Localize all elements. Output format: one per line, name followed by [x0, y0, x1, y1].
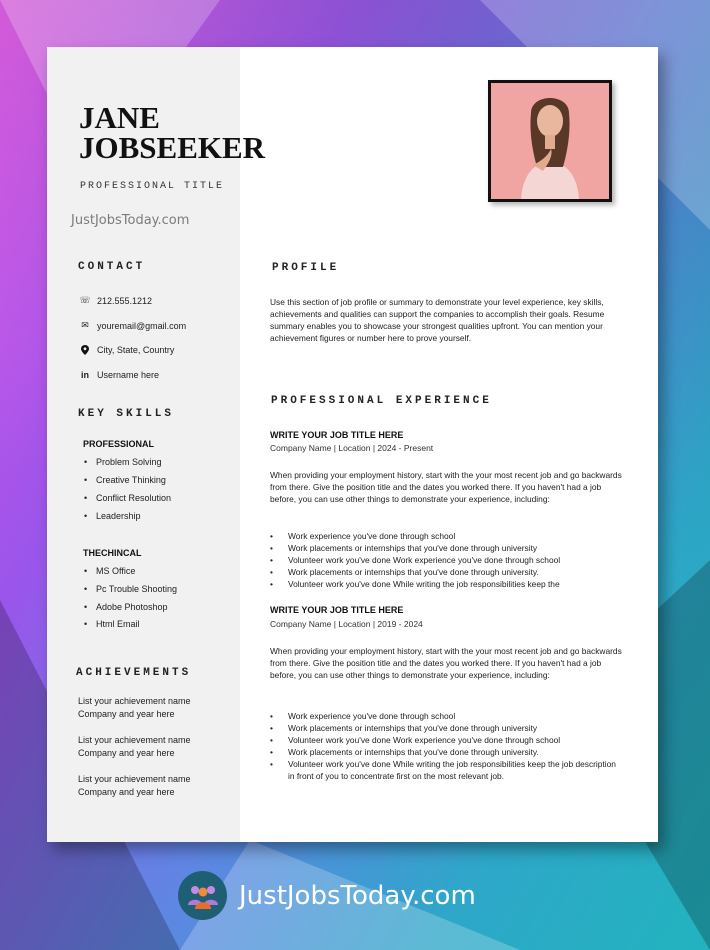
portrait-illustration	[491, 83, 609, 199]
email-text: youremail@gmail.com	[97, 320, 187, 331]
bullet-item: • Work placements or internships that you've done through university.	[270, 747, 539, 757]
achievements-heading: ACHIEVEMENTS	[76, 667, 192, 679]
skill-item: • Leadership	[84, 511, 141, 521]
job-meta: Company Name | Location | 2024 - Present	[270, 443, 434, 453]
achievement-item	[78, 695, 191, 721]
phone-text: 212.555.1212	[97, 295, 153, 306]
bullet-item: • Volunteer work you've done Work experience you've done through school	[270, 555, 561, 565]
location-text: City, State, Country	[97, 345, 175, 355]
job-description: When providing your employment history, start with the your most recent job and go backwards from there. Give the position title and the dates you worked there. If you haven't had a job before, you can use other things to demonstrate your experience, including:	[270, 646, 622, 680]
skill-item: • MS Office	[84, 566, 135, 576]
bullet-item: • Work experience you've done through school	[270, 531, 456, 541]
profile-summary: Use this section of job profile or summary to demonstrate your level experience, key skills, achievements and qualities can support the companies to accomplish their goals. Resume summary enables you to showcase your strongest qualities upfront. You can mention your achievement figures or number here to prove yourself.	[270, 297, 605, 343]
achievement-detail: Company and year here	[78, 787, 175, 797]
bullet-item: • Volunteer work you've done While writing the job responsibilities keep the	[270, 579, 560, 589]
job-bullets	[270, 530, 622, 590]
bullet-item: • Volunteer work you've done While writing the job responsibilities keep the job description in front of you to concentrate first on the most relevant job.	[270, 759, 616, 781]
key-skills-heading: KEY SKILLS	[78, 408, 175, 420]
achievement-detail: Company and year here	[78, 748, 175, 758]
contact-phone	[78, 295, 152, 306]
phone-icon: ☏	[79, 295, 91, 305]
resume-page	[47, 47, 658, 842]
technical-skills-heading: THECHINCAL	[83, 548, 142, 558]
footer-brand	[178, 871, 476, 920]
footer-site-name: JustJobsToday.com	[239, 880, 476, 911]
achievement-detail: Company and year here	[78, 709, 175, 719]
contact-location	[78, 345, 174, 355]
bullet-item: • Work experience you've done through school	[270, 711, 456, 721]
linkedin-icon: in	[81, 370, 89, 380]
job-title: WRITE YOUR JOB TITLE HERE	[270, 605, 404, 615]
professional-title: PROFESSIONAL TITLE	[80, 181, 225, 192]
linkedin-text: Username here	[97, 370, 160, 380]
bullet-item: • Volunteer work you've done Work experience you've done through school	[270, 735, 561, 745]
bullet-item: • Work placements or internships that you've done through university.	[270, 567, 539, 577]
experience-heading: PROFESSIONAL EXPERIENCE	[271, 395, 492, 407]
people-group-icon	[178, 871, 227, 920]
contact-email	[78, 320, 186, 331]
contact-heading: CONTACT	[78, 261, 146, 273]
skill-item: • Problem Solving	[84, 457, 162, 467]
job-description: When providing your employment history, start with the your most recent job and go backwards from there. Give the position title and the dates you worked there. If you haven't had a job before, you can use other things to demonstrate your experience, including:	[270, 470, 622, 504]
achievement-name: List your achievement name	[78, 774, 191, 784]
bullet-item: • Work placements or internships that you've done through university	[270, 543, 538, 553]
watermark-text: JustJobsToday.com	[71, 213, 190, 228]
achievement-name: List your achievement name	[78, 735, 191, 745]
achievement-name: List your achievement name	[78, 696, 191, 706]
mail-icon: ✉	[81, 320, 89, 330]
candidate-name: JANE JOBSEEKER	[79, 100, 266, 165]
skill-item: • Adobe Photoshop	[84, 602, 168, 612]
profile-heading: PROFILE	[272, 262, 340, 274]
contact-linkedin	[78, 370, 159, 380]
profile-photo	[488, 80, 612, 202]
job-bullets	[270, 710, 622, 782]
skill-item: • Conflict Resolution	[84, 493, 171, 503]
achievement-item	[78, 773, 191, 799]
map-pin-icon	[78, 345, 92, 355]
skill-item: • Creative Thinking	[84, 475, 166, 485]
bullet-item: • Work placements or internships that you've done through university	[270, 723, 538, 733]
skill-item: • Pc Trouble Shooting	[84, 584, 177, 594]
skill-item: • Html Email	[84, 619, 140, 629]
job-meta: Company Name | Location | 2019 - 2024	[270, 619, 423, 629]
achievement-item	[78, 734, 191, 760]
professional-skills-heading: PROFESSIONAL	[83, 439, 155, 449]
job-title: WRITE YOUR JOB TITLE HERE	[270, 430, 404, 440]
